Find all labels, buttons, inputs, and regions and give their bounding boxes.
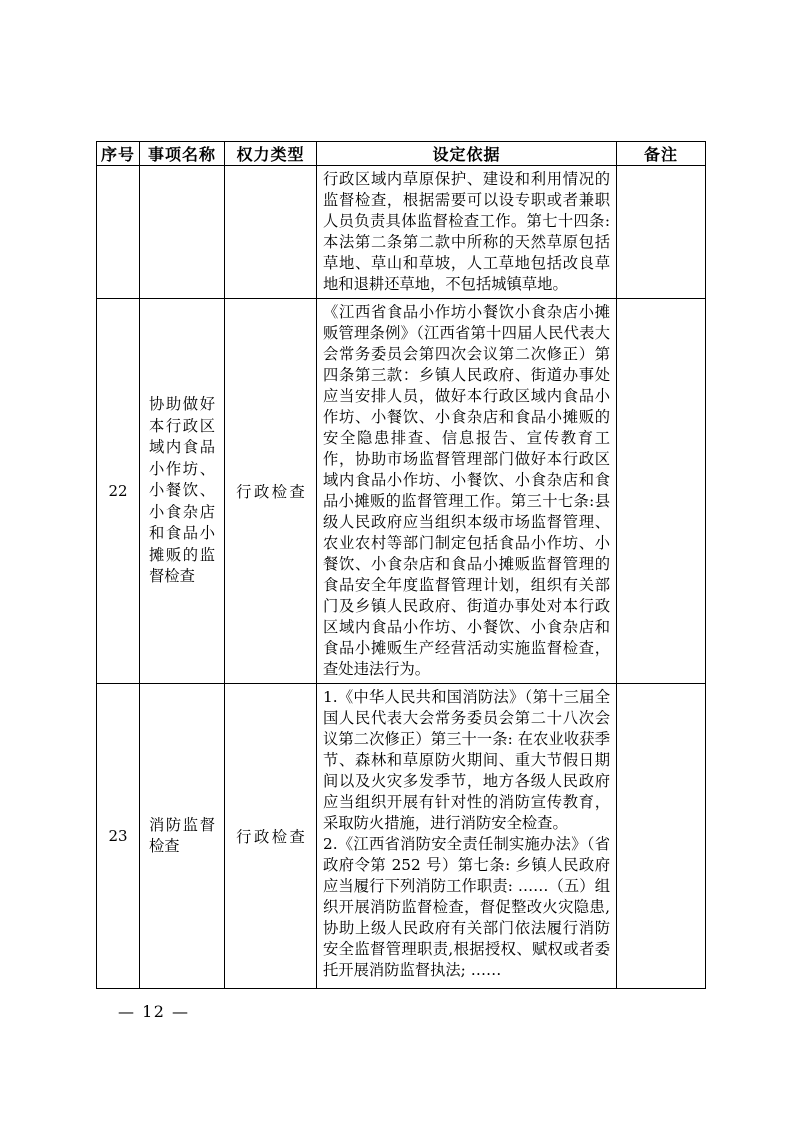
basis-paragraph: 《江西省食品小作坊小餐饮小食杂店小摊贩管理条例》（江西省第十四届人民代表大会常务委员会第四次会议第二次修正）第四条第三款：乡镇人民政府、街道办事处应当安排人员，做好本行政区域内食品小作坊、小餐饮、小食杂店和食品小摊贩的安全隐患排查、信息报告、宣传教育工作，协助市场监督管理部门做好本行政区域内食品小作坊、小餐饮、小食杂店和食品小摊贩的监督管理工作。第三十七条:县级人民政府应当组织本级市场监督管理、农业农村等部门制定包括食品小作坊、小餐饮、小食杂店和食品小摊贩监督管理的食品安全年度监督管理计划，组织有关部门及乡镇人民政府、街道办事处对本行政区域内食品小作坊、小餐饮、小食杂店和食品小摊贩生产经营活动实施监督检查，查处违法行为。 — [323, 303, 610, 678]
table-row — [97, 684, 706, 989]
power-items-table — [96, 141, 706, 989]
power-type-cell — [225, 166, 317, 299]
item-name-cell: 消防监督检查 — [140, 684, 225, 989]
basis-paragraph: 1.《中华人民共和国消防法》（第十三届全国人民代表大会常务委员会第二十八次会议第二次修正）第三十一条: 在农业收获季节、森林和草原防火期间、重大节假日期间以及火灾多发季节，地方各级人民政府应当组织开展有针对性的消防宣传教育，采取防火措施，进行消防安全检查。 — [323, 688, 610, 832]
col-header-remark: 备注 — [617, 142, 706, 166]
seq-cell: 23 — [97, 684, 140, 989]
basis-paragraph: 行政区域内草原保护、建设和利用情况的监督检查，根据需要可以设专职或者兼职人员负责具体监督检查工作。第七十四条:本法第二条第二款中所称的天然草原包括草地、草山和草坡，人工草地包括改良草地和退耕还草地，不包括城镇草地。 — [323, 170, 610, 293]
seq-cell — [97, 166, 140, 299]
col-header-item-name: 事项名称 — [140, 142, 225, 166]
seq-cell: 22 — [97, 299, 140, 684]
item-name-cell — [140, 166, 225, 299]
remark-cell — [617, 299, 706, 684]
col-header-power-type: 权力类型 — [225, 142, 317, 166]
power-type-cell: 行政检查 — [225, 684, 317, 989]
remark-cell — [617, 166, 706, 299]
table-row — [97, 166, 706, 299]
item-name-cell: 协助做好本行政区域内食品小作坊、小餐饮、小食杂店和食品小摊贩的监督检查 — [140, 299, 225, 684]
remark-cell — [617, 684, 706, 989]
basis-cell — [317, 299, 617, 684]
table-row — [97, 299, 706, 684]
power-type-cell: 行政检查 — [225, 299, 317, 684]
col-header-seq: 序号 — [97, 142, 140, 166]
table-header-row — [97, 142, 706, 166]
basis-cell — [317, 166, 617, 299]
basis-paragraph: 2.《江西省消防安全责任制实施办法》（省政府令第 252 号）第七条: 乡镇人民政府应当履行下列消防工作职责: ……（五）组织开展消防监督检查，督促整改火灾隐患,协助上级人民政府有关部门依法履行消防安全监督管理职责,根据授权、赋权或者委托开展消防监督执法; …… — [323, 835, 610, 979]
basis-cell — [317, 684, 617, 989]
col-header-basis: 设定依据 — [317, 142, 617, 166]
page-number: — 12 — — [118, 1002, 190, 1021]
